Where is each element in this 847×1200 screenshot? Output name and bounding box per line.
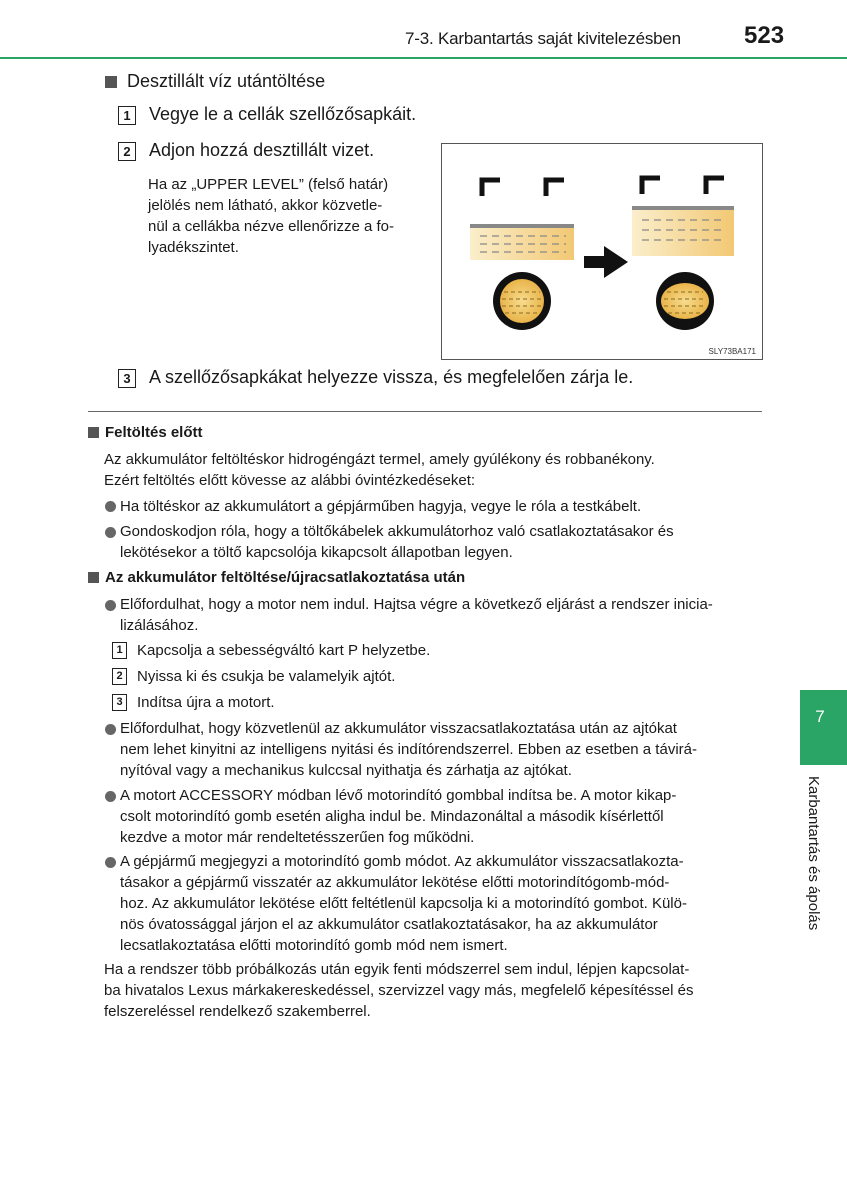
- paragraph-line: ba hivatalos Lexus márkakereskedéssel, szervizzel vagy más, megfelelő képesítéssel és: [104, 982, 694, 999]
- step-number-badge: 2: [112, 668, 127, 685]
- section-title-after-charging: [88, 569, 465, 586]
- note-line: jelölés nem látható, akkor közvetle-: [148, 197, 383, 214]
- bullet-dot-icon: [105, 600, 116, 611]
- paragraph-line: lecsatlakoztatása előtti motorindító gomb mód nem ismert.: [120, 937, 508, 954]
- vent-cap-right-icon: [642, 178, 660, 194]
- paragraph-line: nyítóval vagy a mechanikus kulccsal nyithatja és zárhatja az ajtókat.: [120, 762, 572, 779]
- chapter-number: 7: [815, 707, 825, 726]
- header-divider: [0, 57, 847, 59]
- vent-cap-right-icon: [706, 178, 724, 194]
- bullet-dot-icon: [105, 857, 116, 868]
- paragraph-line: Ha töltéskor az akkumulátort a gépjárműben hagyja, vegye le róla a testkábelt.: [120, 498, 642, 515]
- step-text: Indítsa újra a motort.: [137, 694, 275, 711]
- bullet-item: [120, 851, 762, 956]
- section-title-text: Az akkumulátor feltöltése/újracsatlakoztatása után: [105, 569, 466, 586]
- paragraph-line: A gépjármű megjegyzi a motorindító gomb módot. Az akkumulátor visszacsatlakozta-: [120, 853, 684, 870]
- step-number-badge: 3: [118, 369, 136, 388]
- paragraph-line: nem lehet kinyitni az intelligens nyitási és indítórendszerrel. Ebben az esetben a távirá-: [120, 741, 697, 758]
- paragraph-line: csolt motorindító gomb esetén aligha indul be. Mindazonáltal a második kísérlettől: [120, 808, 664, 825]
- vent-cap-left-icon: [482, 180, 500, 196]
- hydrogen-warning-paragraph: [104, 449, 756, 491]
- bullet-dot-icon: [105, 501, 116, 512]
- section-title-text: Desztillált víz utántöltése: [127, 71, 326, 91]
- paragraph-line: kezdve a motor már rendeltetésszerűen fog működni.: [120, 829, 475, 846]
- note-line: lyadékszintet.: [148, 239, 239, 256]
- section-title-distilled-water: [105, 71, 325, 92]
- bullet-dot-icon: [105, 791, 116, 802]
- bullet-dot-icon: [105, 527, 116, 538]
- bullet-item: [120, 785, 762, 848]
- paragraph-line: Ha a rendszer több próbálkozás után egyik fenti módszerrel sem indul, lépjen kapcsolat-: [104, 961, 690, 978]
- step-text: Vegye le a cellák szellőzősapkáit.: [149, 104, 417, 124]
- paragraph-line: lizálásához.: [120, 617, 199, 634]
- paragraph-line: Az akkumulátor feltöltéskor hidrogéngázt termel, amely gyúlékony és robbanékony.: [104, 451, 655, 468]
- bullet-item: [120, 496, 762, 517]
- note-line: nül a cellákba nézve ellenőrizze a fo-: [148, 218, 394, 235]
- bullet-item: [120, 521, 762, 563]
- paragraph-line: nös óvatossággal járjon el az akkumulátor csatlakoztatásakor, ha az akkumulátor: [120, 916, 658, 933]
- figure-code: SLY73BA171: [708, 347, 756, 356]
- arrow-right-icon: [584, 246, 628, 278]
- step-text: A szellőzősapkákat helyezze vissza, és megfelelően zárja le.: [149, 367, 634, 387]
- step-number-badge: 3: [112, 694, 127, 711]
- paragraph-line: hoz. Az akkumulátor lekötése előtt feltétlenül kapcsolja ki a motorindító gombot. Külö-: [120, 895, 687, 912]
- step-text: Nyissa ki és csukja be valamelyik ajtót.: [137, 668, 396, 685]
- step-number-badge: 1: [112, 642, 127, 659]
- square-bullet-icon: [88, 427, 99, 438]
- header-title: 7-3. Karbantartás saját kivitelezésben: [405, 29, 681, 48]
- battery-level-illustration: [442, 144, 762, 359]
- paragraph-line: Ezért feltöltés előtt kövesse az alábbi óvintézkedéseket:: [104, 472, 476, 489]
- paragraph-line: A motort ACCESSORY módban lévő motorindító gombbal indítsa be. A motor kikap-: [120, 787, 677, 804]
- vent-cap-left-icon: [546, 180, 564, 196]
- paragraph-line: Előfordulhat, hogy a motor nem indul. Hajtsa végre a következő eljárást a rendszer inicia-: [120, 596, 713, 613]
- square-bullet-icon: [105, 76, 117, 88]
- upper-level-note: [148, 174, 428, 258]
- upper-liquid-level: [632, 210, 734, 256]
- chapter-tab: [800, 690, 847, 765]
- closing-paragraph: [104, 959, 758, 1022]
- bullet-item: [120, 718, 762, 781]
- note-line: Ha az „UPPER LEVEL” (felső határ): [148, 176, 389, 193]
- paragraph-line: Előfordulhat, hogy közvetlenül az akkumulátor visszacsatlakoztatása után az ajtókat: [120, 720, 677, 737]
- step-text: Adjon hozzá desztillált vizet.: [149, 140, 375, 160]
- section-title-text: Feltöltés előtt: [105, 424, 203, 441]
- chapter-label: Karbantartás és ápolás: [805, 776, 822, 931]
- section-divider: [88, 411, 762, 412]
- bullet-item: [120, 594, 762, 636]
- paragraph-line: Gondoskodjon róla, hogy a töltőkábelek akkumulátorhoz való csatlakoztatásakor és: [120, 523, 674, 540]
- page-number: 523: [744, 22, 785, 49]
- step-number-badge: 2: [118, 142, 136, 161]
- paragraph-line: tásakor a gépjármű visszatér az akkumulátor lekötése előtti motorindítógomb-mód-: [120, 874, 670, 891]
- square-bullet-icon: [88, 572, 99, 583]
- bullet-dot-icon: [105, 724, 116, 735]
- step-number-badge: 1: [118, 106, 136, 125]
- battery-level-figure: [441, 143, 763, 360]
- section-title-before-charging: [88, 424, 203, 441]
- step-text: Kapcsolja a sebességváltó kart P helyzetbe.: [137, 642, 431, 659]
- paragraph-line: lekötésekor a töltő kapcsolója kikapcsolt állapotban legyen.: [120, 544, 513, 561]
- paragraph-line: felszereléssel rendelkező szakemberrel.: [104, 1003, 371, 1020]
